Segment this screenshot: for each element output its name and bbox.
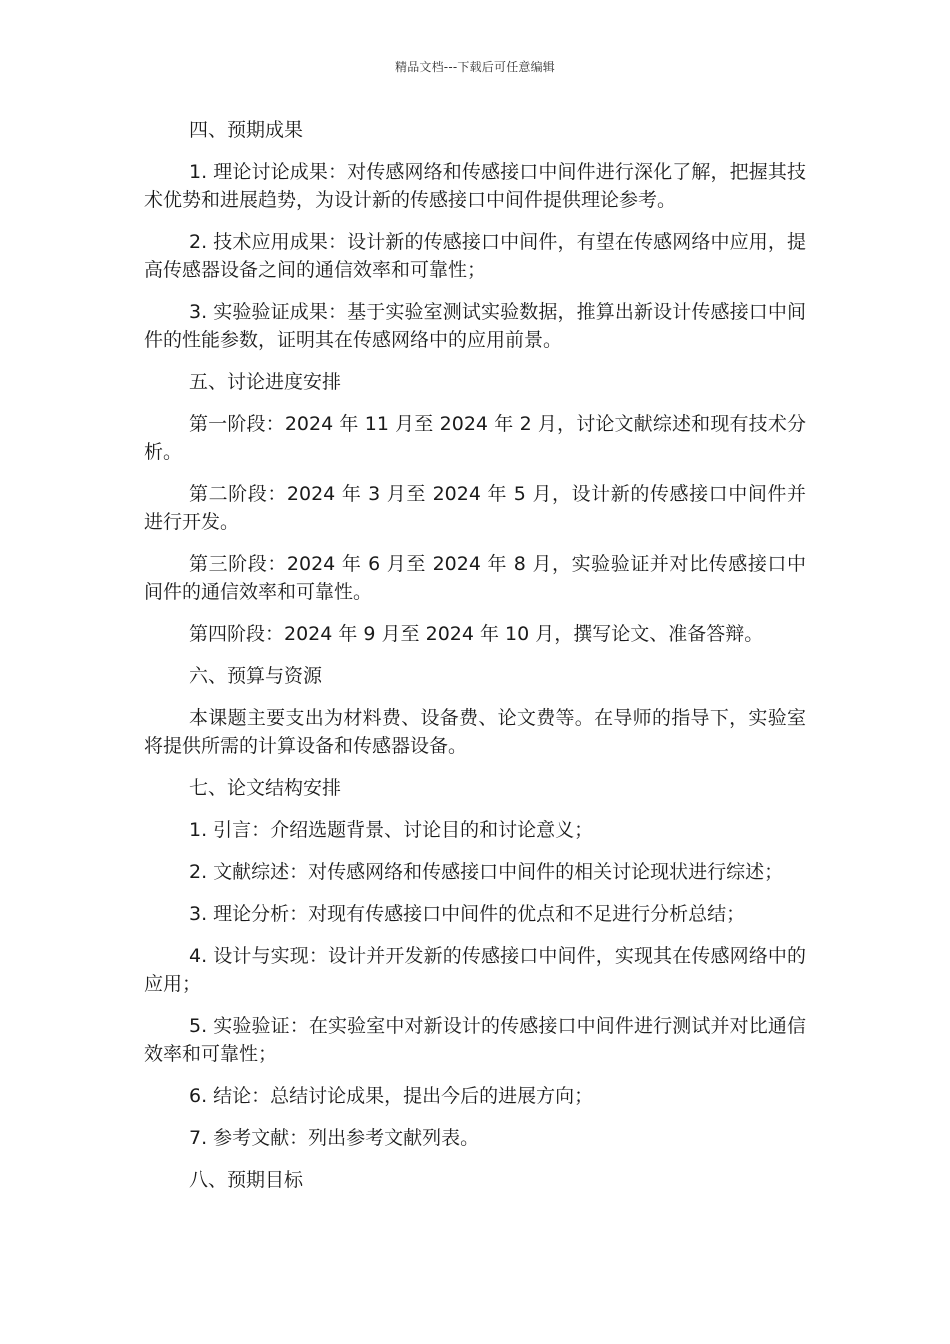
paragraph-tech-results: 2. 技术应用成果：设计新的传感接口中间件，有望在传感网络中应用，提高传感器设备之间的通信效率和可靠性； — [144, 231, 806, 281]
section-heading-schedule: 五、讨论进度安排 — [189, 371, 342, 393]
document-body — [144, 116, 806, 1208]
paragraph-structure-review: 2. 文献综述：对传感网络和传感接口中间件的相关讨论现状进行综述； — [189, 861, 784, 883]
paragraph-structure-conclusion: 6. 结论：总结讨论成果，提出今后的进展方向； — [189, 1085, 594, 1107]
paragraph-stage-3: 第三阶段：2024 年 6 月至 2024 年 8 月，实验验证并对比传感接口中间件的通信效率和可靠性。 — [144, 553, 806, 603]
paragraph-structure-experiment: 5. 实验验证：在实验室中对新设计的传感接口中间件进行测试并对比通信效率和可靠性； — [144, 1015, 806, 1065]
page-header: 精品文档---下载后可任意编辑 — [395, 60, 555, 74]
section-heading-goals: 八、预期目标 — [189, 1169, 304, 1191]
paragraph-structure-intro: 1. 引言：介绍选题背景、讨论目的和讨论意义； — [189, 819, 594, 841]
paragraph-structure-references: 7. 参考文献：列出参考文献列表。 — [189, 1127, 480, 1149]
paragraph-budget: 本课题主要支出为材料费、设备费、论文费等。在导师的指导下，实验室将提供所需的计算设备和传感器设备。 — [144, 707, 806, 757]
paragraph-stage-4: 第四阶段：2024 年 9 月至 2024 年 10 月，撰写论文、准备答辩。 — [189, 623, 764, 645]
paragraph-experiment-results: 3. 实验验证成果：基于实验室测试实验数据，推算出新设计传感接口中间件的性能参数，证明其在传感网络中的应用前景。 — [144, 301, 806, 351]
paragraph-structure-design: 4. 设计与实现：设计并开发新的传感接口中间件，实现其在传感网络中的应用； — [144, 945, 806, 995]
section-heading-structure: 七、论文结构安排 — [189, 777, 342, 799]
section-heading-budget: 六、预算与资源 — [189, 665, 323, 687]
paragraph-stage-1: 第一阶段：2024 年 11 月至 2024 年 2 月，讨论文献综述和现有技术分析。 — [144, 413, 806, 463]
paragraph-stage-2: 第二阶段：2024 年 3 月至 2024 年 5 月，设计新的传感接口中间件并进行开发。 — [144, 483, 806, 533]
paragraph-theory-results: 1. 理论讨论成果：对传感网络和传感接口中间件进行深化了解，把握其技术优势和进展趋势，为设计新的传感接口中间件提供理论参考。 — [144, 161, 806, 211]
paragraph-structure-analysis: 3. 理论分析：对现有传感接口中间件的优点和不足进行分析总结； — [189, 903, 746, 925]
section-heading-expected-results: 四、预期成果 — [189, 119, 304, 141]
